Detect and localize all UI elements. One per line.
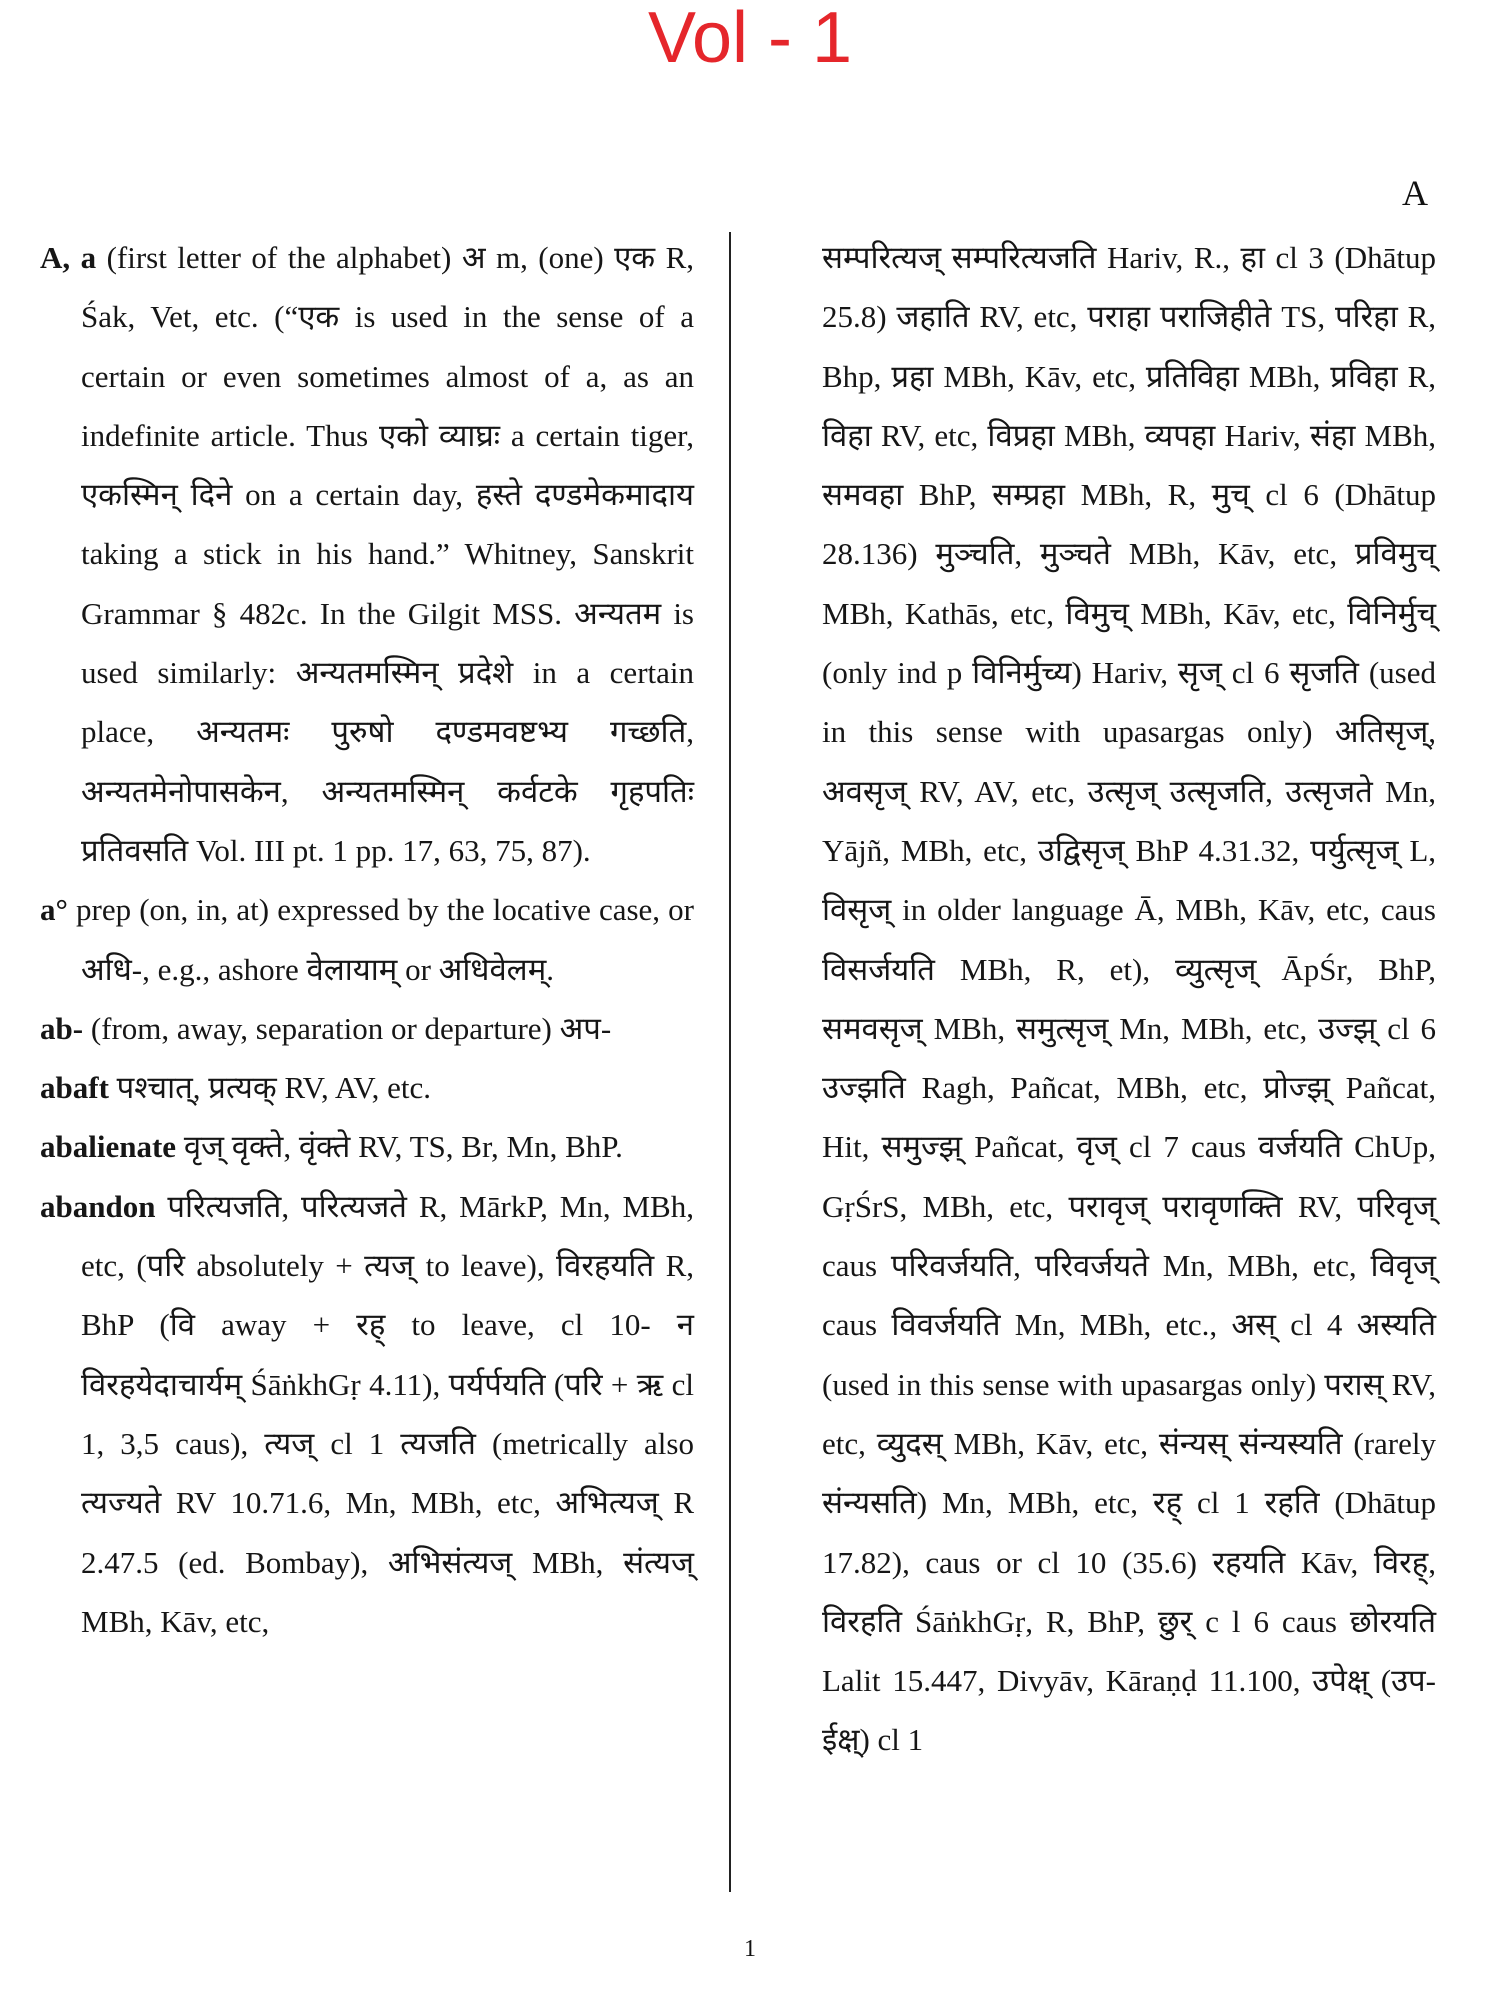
- headword: abaft: [40, 1070, 109, 1106]
- dictionary-entry: [40, 999, 694, 1058]
- entry-body: परित्यजति, परित्यजते R, MārkP, Mn, MBh, etc, (परि absolutely + त्यज् to leave), विरहयति R, BhP (वि away + रह् to leave, cl 10- न विरहयेदाचार्यम् ŚāṅkhGṛ 4.11), पर्यर्पयति (परि + ऋ cl 1, 3,5 caus), त्यज् cl 1 त्यजति (metrically also त्यज्यते RV 10.71.6, Mn, MBh, etc, अभित्यज् R 2.47.5 (ed. Bombay), अभिसंत्यज् MBh, संत्यज् MBh, Kāv, etc,: [81, 1188, 694, 1639]
- continued-entry-text: सम्परित्यज् सम्परित्यजति Hariv, R., हा cl 3 (Dhātup 25.8) जहाति RV, etc, पराहा पराजिहीते TS, परिहा R, Bhp, प्रहा MBh, Kāv, etc, प्रतिविहा MBh, प्रविहा R, विहा RV, etc, विप्रहा MBh, व्यपहा Hariv, संहा MBh, समवहा BhP, सम्प्रहा MBh, R, मुच् cl 6 (Dhātup 28.136) मुञ्चति, मुञ्चते MBh, Kāv, etc, प्रविमुच् MBh, Kathās, etc, विमुच् MBh, Kāv, etc, विनिर्मुच् (only ind p विनिर्मुच्य) Hariv, सृज् cl 6 सृजति (used in this sense with upasargas only) अतिसृज्, अवसृज् RV, AV, etc, उत्सृज् उत्सृजति, उत्सृजते Mn, Yājñ, MBh, etc, उद्विसृज् BhP 4.31.32, पर्युत्सृज् L, विसृज् in older language Ā, MBh, Kāv, etc, caus विसर्जयति MBh, R, et), व्युत्सृज् ĀpŚr, BhP, समवसृज् MBh, समुत्सृज् Mn, MBh, etc, उज्झ् cl 6 उज्झति Ragh, Pañcat, MBh, etc, प्रोज्झ् Pañcat, Hit, समुज्झ् Pañcat, वृज् cl 7 caus वर्जयति ChUp, GṛŚrS, MBh, etc, परावृज् परावृणक्ति RV, परिवृज् caus परिवर्जयति, परिवर्जयते Mn, MBh, etc, विवृज् caus विवर्जयति Mn, MBh, etc., अस् cl 4 अस्यति (used in this sense with upasargas only) परास् RV, etc, व्युदस् MBh, Kāv, etc, संन्यस् संन्यस्यति (rarely संन्यसति) Mn, MBh, etc, रह् cl 1 रहति (Dhātup 17.82), caus or cl 10 (35.6) रहयति Kāv, विरह्, विरहति ŚāṅkhGṛ, R, BhP, छुर् c l 6 caus छोरयति Lalit 15.447, Divyāv, Kāraṇḍ 11.100, उपेक्ष् (उप-ईक्ष्) cl 1: [822, 240, 1436, 1758]
- dictionary-entry: [40, 1058, 694, 1117]
- headword: abandon: [40, 1188, 156, 1224]
- entry-body: prep (on, in, at) expressed by the locative case, or अधि-, e.g., ashore वेलायाम् or अधिवेलम्.: [67, 892, 694, 987]
- dictionary-entry: [40, 1117, 694, 1176]
- page-number: 1: [744, 1936, 756, 1962]
- dictionary-entry: [40, 1177, 694, 1651]
- headword: ab-: [40, 1010, 84, 1046]
- headword: a°: [40, 892, 68, 928]
- entry-body: पश्चात्, प्रत्यक् RV, AV, etc.: [108, 1070, 432, 1106]
- left-column: [40, 228, 694, 1651]
- entry-body: वृज् वृक्ते, वृंक्ते RV, TS, Br, Mn, BhP.: [176, 1129, 623, 1165]
- dictionary-entry: [40, 880, 694, 999]
- entry-body: (from, away, separation or departure) अप-: [83, 1010, 612, 1046]
- right-column: [822, 228, 1436, 1770]
- entry-body: (first letter of the alphabet) अ m, (one) एक R, Śak, Vet, etc. (“एक is used in the sense of a certain or even sometimes almost of a, as an indefinite article. Thus एको व्याघ्रः a certain tiger, एकस्मिन् दिने on a certain day, हस्ते दण्डमेकमादाय taking a stick in his hand.” Whitney, Sanskrit Grammar § 482c. In the Gilgit MSS. अन्यतम is used similarly: अन्यतमस्मिन् प्रदेशे in a certain place, अन्यतमः पुरुषो दण्डमवष्टभ्य गच्छति, अन्यतमेनोपासकेन, अन्यतमस्मिन् कर्वटके गृहपतिः प्रतिवसति Vol. III pt. 1 pp. 17, 63, 75, 87).: [81, 240, 695, 868]
- volume-label: Vol - 1: [647, 0, 853, 78]
- headword: A, a: [40, 240, 97, 275]
- dictionary-entry: [40, 228, 694, 880]
- headword: abalienate: [40, 1129, 177, 1165]
- column-divider: [729, 232, 731, 1892]
- section-letter: A: [1402, 173, 1428, 213]
